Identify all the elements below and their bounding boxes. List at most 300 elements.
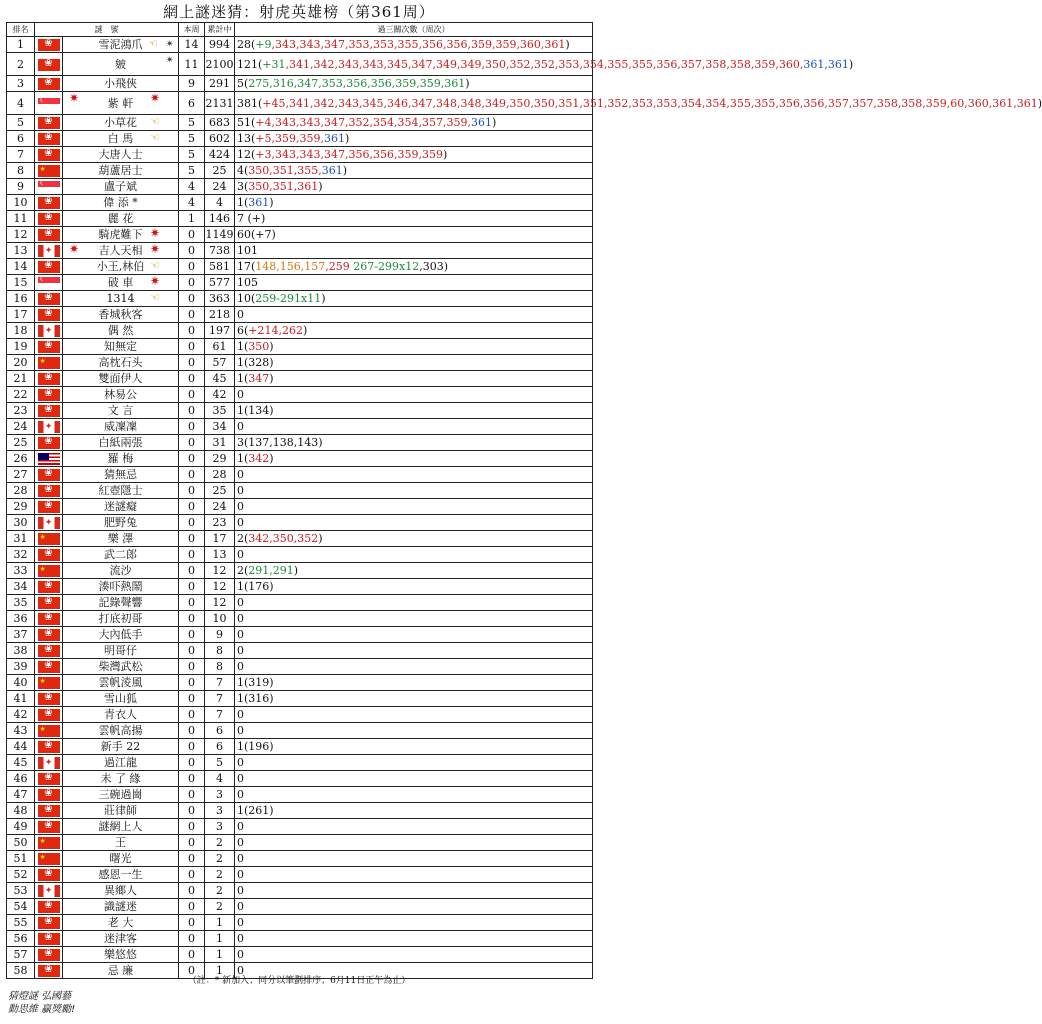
hand-icon: ☜ xyxy=(150,115,160,128)
total-score-cell: 42 xyxy=(205,387,235,403)
member-name: 白 馬 xyxy=(107,132,134,145)
history-segment: 7 (+) xyxy=(237,212,266,225)
history-segment: ,303) xyxy=(419,260,448,273)
history-cell xyxy=(235,915,593,931)
member-name: 紫 軒 xyxy=(107,96,134,110)
flag-cell xyxy=(35,531,63,547)
name-cell xyxy=(63,851,179,867)
flag-cell xyxy=(35,579,63,595)
name-cell xyxy=(63,195,179,211)
history-segment: 1(319) xyxy=(237,676,274,689)
history-segment: 0 xyxy=(237,820,244,833)
rank-cell: 46 xyxy=(7,771,35,787)
hk-flag-icon xyxy=(38,117,60,129)
history-segment: 2( xyxy=(237,564,249,577)
history-segment: ) xyxy=(565,38,570,51)
history-segment: 259-291x11 xyxy=(255,292,322,305)
hk-flag-icon xyxy=(38,149,60,161)
member-name: 新手 22 xyxy=(100,740,141,753)
flag-cell xyxy=(35,755,63,771)
name-cell xyxy=(63,451,179,467)
name-cell xyxy=(63,787,179,803)
name-cell xyxy=(63,803,179,819)
total-score-cell: 602 xyxy=(205,131,235,147)
name-cell xyxy=(63,37,179,53)
history-segment: ) xyxy=(321,292,326,305)
total-score-cell: 34 xyxy=(205,419,235,435)
total-score-cell: 2 xyxy=(205,867,235,883)
table-body xyxy=(7,37,1042,979)
history-segment: 0 xyxy=(237,596,244,609)
week-score-cell: 0 xyxy=(179,579,205,595)
flag-cell xyxy=(35,803,63,819)
sg-flag-icon xyxy=(38,277,60,289)
week-score-cell: 0 xyxy=(179,451,205,467)
history-segment: +31 xyxy=(262,57,286,71)
flag-cell xyxy=(35,899,63,915)
hk-flag-icon xyxy=(38,549,60,561)
history-segment: +3,343,343,347,356,356,359,359 xyxy=(255,148,443,161)
week-score-cell: 11 xyxy=(179,53,205,76)
table-row xyxy=(7,803,593,819)
total-score-cell: 31 xyxy=(205,435,235,451)
history-segment: 0 xyxy=(237,516,244,529)
rank-cell: 10 xyxy=(7,195,35,211)
rank-cell: 23 xyxy=(7,403,35,419)
history-cell xyxy=(235,339,593,355)
table-row xyxy=(7,53,593,76)
total-score-cell: 1 xyxy=(205,915,235,931)
week-score-cell: 0 xyxy=(179,771,205,787)
table-row xyxy=(7,579,593,595)
week-score-cell: 0 xyxy=(179,355,205,371)
history-cell xyxy=(235,371,593,387)
name-cell xyxy=(63,371,179,387)
flag-cell xyxy=(35,739,63,755)
name-cell xyxy=(63,131,179,147)
table-row xyxy=(7,547,593,563)
hk-flag-icon xyxy=(38,821,60,833)
ca-flag-icon xyxy=(38,885,60,897)
flag-cell xyxy=(35,547,63,563)
history-segment: ) xyxy=(442,148,448,161)
history-segment: 2( xyxy=(237,532,249,545)
signature-line: 猜燈謎 弘國藝 xyxy=(8,991,72,1002)
sg-flag-icon xyxy=(38,98,60,110)
week-score-cell: 0 xyxy=(179,931,205,947)
week-score-cell: 0 xyxy=(179,627,205,643)
history-segment: 1( xyxy=(237,372,249,385)
name-cell xyxy=(63,147,179,163)
hk-flag-icon xyxy=(38,293,60,305)
total-score-cell: 24 xyxy=(205,179,235,195)
history-segment: ,341,342,343,343,345,347,349,349,350,352,352,353,354,355,355,356,357,358,358,359,360, xyxy=(285,57,804,71)
hk-flag-icon xyxy=(38,789,60,801)
star-badge-icon: ✷ xyxy=(69,242,80,256)
table-row xyxy=(7,163,593,179)
hk-flag-icon xyxy=(38,661,60,673)
member-name: 小飛俠 xyxy=(104,77,137,90)
table-row xyxy=(7,419,593,435)
rank-cell: 11 xyxy=(7,211,35,227)
rank-cell: 47 xyxy=(7,787,35,803)
history-segment: 4( xyxy=(237,164,249,177)
table-row xyxy=(7,243,593,259)
history-cell xyxy=(235,819,593,835)
history-segment: 0 xyxy=(237,644,244,657)
total-score-cell: 3 xyxy=(205,819,235,835)
history-segment: 350,351,361 xyxy=(248,180,319,193)
rank-cell: 24 xyxy=(7,419,35,435)
history-segment: 0 xyxy=(237,500,244,513)
cn-flag-icon xyxy=(38,853,60,865)
rank-cell: 4 xyxy=(7,92,35,115)
table-row xyxy=(7,451,593,467)
rank-cell: 39 xyxy=(7,659,35,675)
table-row xyxy=(7,755,593,771)
total-score-cell: 6 xyxy=(205,723,235,739)
history-segment: 361 xyxy=(324,132,345,145)
week-score-cell: 5 xyxy=(179,147,205,163)
history-cell xyxy=(235,691,593,707)
history-cell xyxy=(235,259,593,275)
week-score-cell: 0 xyxy=(179,387,205,403)
week-score-cell: 0 xyxy=(179,787,205,803)
history-segment: 0 xyxy=(237,756,244,769)
rank-cell: 8 xyxy=(7,163,35,179)
history-cell xyxy=(235,675,593,691)
history-segment: 0 xyxy=(237,788,244,801)
week-score-cell: 0 xyxy=(179,259,205,275)
total-score-cell: 13 xyxy=(205,547,235,563)
ca-flag-icon xyxy=(38,245,60,257)
history-cell xyxy=(235,211,593,227)
week-score-cell: 0 xyxy=(179,739,205,755)
flag-cell xyxy=(35,355,63,371)
table-row xyxy=(7,707,593,723)
hk-flag-icon xyxy=(38,59,60,71)
history-segment: 1( xyxy=(237,196,249,209)
name-cell xyxy=(63,883,179,899)
hk-flag-icon xyxy=(38,933,60,945)
week-score-cell: 0 xyxy=(179,483,205,499)
flag-cell xyxy=(35,435,63,451)
history-cell xyxy=(235,803,593,819)
rank-cell: 57 xyxy=(7,947,35,963)
ca-flag-icon xyxy=(38,757,60,769)
member-name: 曙光 xyxy=(109,852,132,865)
total-score-cell: 23 xyxy=(205,515,235,531)
table-row xyxy=(7,739,593,755)
week-score-cell: 5 xyxy=(179,131,205,147)
rank-cell: 9 xyxy=(7,179,35,195)
rank-cell: 55 xyxy=(7,915,35,931)
total-score-cell: 9 xyxy=(205,627,235,643)
history-cell xyxy=(235,947,593,963)
hk-flag-icon xyxy=(38,741,60,753)
member-name: 盧子斌 xyxy=(104,180,137,193)
history-cell xyxy=(235,291,593,307)
total-score-cell: 8 xyxy=(205,643,235,659)
member-name: 湊吓熱鬧 xyxy=(98,580,143,593)
hk-flag-icon xyxy=(38,501,60,513)
history-segment: 1( xyxy=(237,340,249,353)
week-score-cell: 5 xyxy=(179,115,205,131)
flag-cell xyxy=(35,147,63,163)
name-cell xyxy=(63,739,179,755)
history-segment: 148,156,157 xyxy=(255,260,326,273)
table-row xyxy=(7,76,593,92)
history-segment: 1( xyxy=(237,452,249,465)
history-cell xyxy=(235,707,593,723)
name-cell xyxy=(63,339,179,355)
name-cell xyxy=(63,179,179,195)
history-cell xyxy=(235,883,593,899)
history-segment: +4,343,343,347,352,354,354,357,359, xyxy=(255,116,471,129)
hk-flag-icon xyxy=(38,901,60,913)
week-score-cell: 0 xyxy=(179,707,205,723)
flag-cell xyxy=(35,291,63,307)
table-row xyxy=(7,659,593,675)
rank-cell: 6 xyxy=(7,131,35,147)
rank-cell: 28 xyxy=(7,483,35,499)
history-segment: 1(176) xyxy=(237,580,274,593)
rank-cell: 3 xyxy=(7,76,35,92)
history-segment: 0 xyxy=(237,868,244,881)
name-cell xyxy=(63,115,179,131)
star-badge-icon: ✷ xyxy=(149,91,160,105)
table-row xyxy=(7,291,593,307)
hand-icon: ☜ xyxy=(150,291,160,304)
name-cell xyxy=(63,92,179,115)
history-cell xyxy=(235,179,593,195)
total-score-cell: 61 xyxy=(205,339,235,355)
hand-icon: ☜ xyxy=(150,131,160,144)
name-cell xyxy=(63,499,179,515)
total-score-cell: 12 xyxy=(205,595,235,611)
week-score-cell: 0 xyxy=(179,675,205,691)
history-cell xyxy=(235,851,593,867)
table-row xyxy=(7,595,593,611)
hk-flag-icon xyxy=(38,261,60,273)
flag-cell xyxy=(35,883,63,899)
week-score-cell: 0 xyxy=(179,755,205,771)
rank-cell: 18 xyxy=(7,323,35,339)
history-cell xyxy=(235,835,593,851)
week-score-cell: 0 xyxy=(179,339,205,355)
week-score-cell: 0 xyxy=(179,691,205,707)
table-row xyxy=(7,115,593,131)
cn-flag-icon xyxy=(38,165,60,177)
flag-cell xyxy=(35,515,63,531)
member-name: 大唐人士 xyxy=(98,148,143,161)
total-score-cell: 146 xyxy=(205,211,235,227)
member-name: 吉人天相 xyxy=(98,244,143,257)
history-cell xyxy=(235,723,593,739)
table-row xyxy=(7,131,593,147)
hk-flag-icon xyxy=(38,437,60,449)
history-cell xyxy=(235,115,593,131)
flag-cell xyxy=(35,115,63,131)
rank-cell: 36 xyxy=(7,611,35,627)
total-score-cell: 1 xyxy=(205,931,235,947)
cn-flag-icon xyxy=(38,677,60,689)
member-name: 香城秋客 xyxy=(98,308,143,321)
rank-cell: 44 xyxy=(7,739,35,755)
member-name: 迷津客 xyxy=(104,932,137,945)
total-score-cell: 7 xyxy=(205,691,235,707)
week-score-cell: 0 xyxy=(179,515,205,531)
member-name: 識謎迷 xyxy=(104,900,137,913)
history-segment: 1(328) xyxy=(237,356,274,369)
history-segment: 0 xyxy=(237,852,244,865)
rank-cell: 52 xyxy=(7,867,35,883)
history-segment: 347 xyxy=(248,372,270,385)
total-score-cell: 2131 xyxy=(205,92,235,115)
rank-cell: 21 xyxy=(7,371,35,387)
week-score-cell: 0 xyxy=(179,403,205,419)
total-score-cell: 581 xyxy=(205,259,235,275)
name-cell xyxy=(63,947,179,963)
flag-cell xyxy=(35,499,63,515)
table-row xyxy=(7,339,593,355)
rank-cell: 27 xyxy=(7,467,35,483)
history-cell xyxy=(235,37,593,53)
flag-cell xyxy=(35,259,63,275)
table-row xyxy=(7,867,593,883)
table-row xyxy=(7,403,593,419)
flag-cell xyxy=(35,819,63,835)
week-score-cell: 1 xyxy=(179,211,205,227)
rank-cell: 43 xyxy=(7,723,35,739)
member-name: 雲帆高揚 xyxy=(98,724,143,737)
rank-cell: 38 xyxy=(7,643,35,659)
rank-cell: 12 xyxy=(7,227,35,243)
history-cell xyxy=(235,627,593,643)
flag-cell xyxy=(35,643,63,659)
name-cell xyxy=(63,899,179,915)
total-score-cell: 29 xyxy=(205,451,235,467)
member-name: 樂悠悠 xyxy=(104,948,137,961)
table-row xyxy=(7,787,593,803)
history-segment: 267-299x12 xyxy=(353,260,420,273)
table-row xyxy=(7,467,593,483)
flag-cell xyxy=(35,467,63,483)
history-cell xyxy=(235,419,593,435)
hand-icon: ☜ xyxy=(148,37,158,50)
history-segment: ) xyxy=(848,57,854,71)
flag-cell xyxy=(35,275,63,291)
total-score-cell: 35 xyxy=(205,403,235,419)
history-cell xyxy=(235,659,593,675)
history-cell xyxy=(235,867,593,883)
flag-cell xyxy=(35,851,63,867)
name-cell xyxy=(63,867,179,883)
history-segment: 0 xyxy=(237,628,244,641)
star-badge-icon: ✷ xyxy=(69,91,80,105)
history-cell xyxy=(235,227,593,243)
total-score-cell: 2 xyxy=(205,851,235,867)
flag-cell xyxy=(35,611,63,627)
name-cell xyxy=(63,227,179,243)
total-score-cell: 8 xyxy=(205,659,235,675)
week-score-cell: 4 xyxy=(179,179,205,195)
table-row xyxy=(7,691,593,707)
history-cell xyxy=(235,467,593,483)
table-row xyxy=(7,307,593,323)
cn-flag-icon xyxy=(38,565,60,577)
week-score-cell: 0 xyxy=(179,947,205,963)
member-name: 皴 xyxy=(115,57,126,71)
history-segment: 0 xyxy=(237,916,244,929)
history-cell xyxy=(235,547,593,563)
history-segment: 6( xyxy=(237,324,249,337)
flag-cell xyxy=(35,307,63,323)
flag-cell xyxy=(35,387,63,403)
hk-flag-icon xyxy=(38,613,60,625)
flag-cell xyxy=(35,76,63,92)
name-cell xyxy=(63,547,179,563)
history-cell xyxy=(235,451,593,467)
history-segment: 0 xyxy=(237,724,244,737)
history-segment: 342,350,352 xyxy=(248,532,319,545)
week-score-cell: 0 xyxy=(179,835,205,851)
flag-cell xyxy=(35,627,63,643)
history-segment: +45,341,342,343,345,346,347,348,348,349,350,350,351,351,352,353,353,354,354,355,355,356,356,357,357,358,358,359,60,360,361,361 xyxy=(262,96,1038,110)
total-score-cell: 683 xyxy=(205,115,235,131)
table-row xyxy=(7,515,593,531)
history-segment: 350 xyxy=(248,340,270,353)
rank-cell: 26 xyxy=(7,451,35,467)
footnote: （註：* 新加入；同分以筆劃排序；6月11日正午為止） xyxy=(187,976,411,986)
history-segment: 0 xyxy=(237,548,244,561)
history-segment: 0 xyxy=(237,660,244,673)
sg-flag-icon xyxy=(38,181,60,193)
member-name: 文 言 xyxy=(107,404,134,417)
history-segment: 105 xyxy=(237,276,258,289)
table-row xyxy=(7,563,593,579)
history-segment: 0 xyxy=(237,484,244,497)
flag-cell xyxy=(35,53,63,76)
rank-cell: 30 xyxy=(7,515,35,531)
my-flag-icon xyxy=(38,453,60,465)
history-cell xyxy=(235,147,593,163)
hk-flag-icon xyxy=(38,581,60,593)
history-segment: 0 xyxy=(237,308,244,321)
flag-cell xyxy=(35,947,63,963)
name-cell xyxy=(63,211,179,227)
member-name: 流沙 xyxy=(109,564,132,577)
member-name: 感恩一生 xyxy=(98,868,143,881)
table-row xyxy=(7,899,593,915)
hk-flag-icon xyxy=(38,645,60,657)
flag-cell xyxy=(35,915,63,931)
history-cell xyxy=(235,435,593,451)
rank-cell: 58 xyxy=(7,963,35,979)
history-segment: 121( xyxy=(237,57,263,71)
week-score-cell: 14 xyxy=(179,37,205,53)
hk-flag-icon xyxy=(38,869,60,881)
history-segment: 0 xyxy=(237,772,244,785)
member-name: 明哥仔 xyxy=(104,644,137,657)
week-score-cell: 0 xyxy=(179,643,205,659)
hk-flag-icon xyxy=(38,405,60,417)
table-row xyxy=(7,179,593,195)
name-cell xyxy=(63,307,179,323)
rank-cell: 22 xyxy=(7,387,35,403)
history-cell xyxy=(235,931,593,947)
total-score-cell: 363 xyxy=(205,291,235,307)
